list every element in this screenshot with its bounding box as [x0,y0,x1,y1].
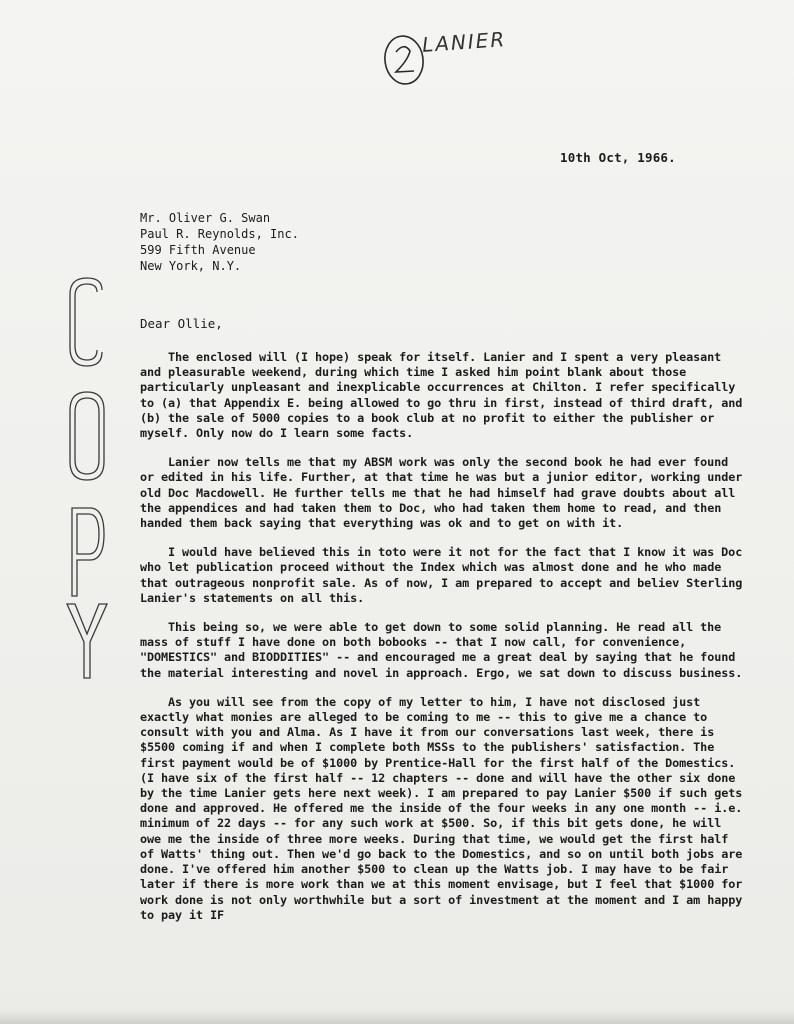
copy-stamp [62,276,112,680]
recipient-line: Paul R. Reynolds, Inc. [140,227,299,241]
recipient-line: 599 Fifth Avenue [140,243,256,257]
salutation: Dear Ollie, [140,316,223,331]
page-bottom-edge [0,1010,794,1024]
handwritten-lanier: LANIER [421,27,507,57]
paragraph: This being so, we were able to get down to some solid planning. He read all the mass of stuff I have done on both bobooks -- that I now call, for convenience, "DOMESTICS" and BIODDITIES" -- and encouraged me a great deal by saying that he found the material interesting and novel in approach. Ergo, we sat down to discuss business. [140,620,743,680]
recipient-line: Mr. Oliver G. Swan [140,211,271,225]
recipient-address [140,210,299,274]
handwritten-annotation [378,24,528,94]
letter-body [140,350,745,937]
recipient-line: New York, N.Y. [140,259,242,273]
paragraph: Lanier now tells me that my ABSM work was only the second book he had ever found or edited in his life. Further, at that time he was but a junior editor, working under old Doc Macdowell. He further tells me that he had himself had grave doubts about all the appendices and had taken them to Doc, who had taken them home to read, and then handed them back saying that everything was ok and to get on with it. [140,455,743,531]
paragraph: I would have believed this in toto were it not for the fact that I know it was Doc who let publication proceed without the Index which was almost done and he who made that outrageous nonprofit sale. As of now, I am prepared to accept and believ Sterling Lanier's statements on all this. [140,545,743,605]
copy-stamp-letters [62,276,112,680]
paragraph: The enclosed will (I hope) speak for itself. Lanier and I spent a very pleasant and pleasurable weekend, during which time I asked him point blank about those particularly unpleasant and inexplicable occurrences at Chilton. I refer specifically to (a) that Appendix E. being allowed to go thru in first, instead of third draft, and (b) the sale of 5000 copies to a book club at no profit to either the publisher or myself. Only now do I learn some facts. [140,350,743,441]
letter-date: 10th Oct, 1966. [560,150,676,165]
paragraph: As you will see from the copy of my letter to him, I have not disclosed just exactly what monies are alleged to be coming to me -- this to give me a chance to consult with you and Alma. As I have it from our conversations last week, there is $5500 coming if and when I complete both MSSs to the publishers' satisfaction. The first payment would be of $1000 by Prentice-Hall for the first half of the Domestics. (I have six of the first half -- 12 chapters -- done and will have the other six done by the time Lanier gets here next week). I am prepared to pay Lanier $500 if such gets done and approved. He offered me the inside of the four weeks in any one month -- i.e. minimum of 22 days -- for any such work at $500. So, if this bit gets done, he will owe me the inside of three more weeks. During that time, we would get the first half of Watts' thing out. Then we'd go back to the Domestics, and so on until both jobs are done. I've offered him another $500 to clean up the Watts job. I may have to be fair later if there is more work than we at this moment envisage, but I feel that $1000 for work done is not only worthwhile but a sort of investment at the moment and I am happy to pay it IF [140,694,743,922]
